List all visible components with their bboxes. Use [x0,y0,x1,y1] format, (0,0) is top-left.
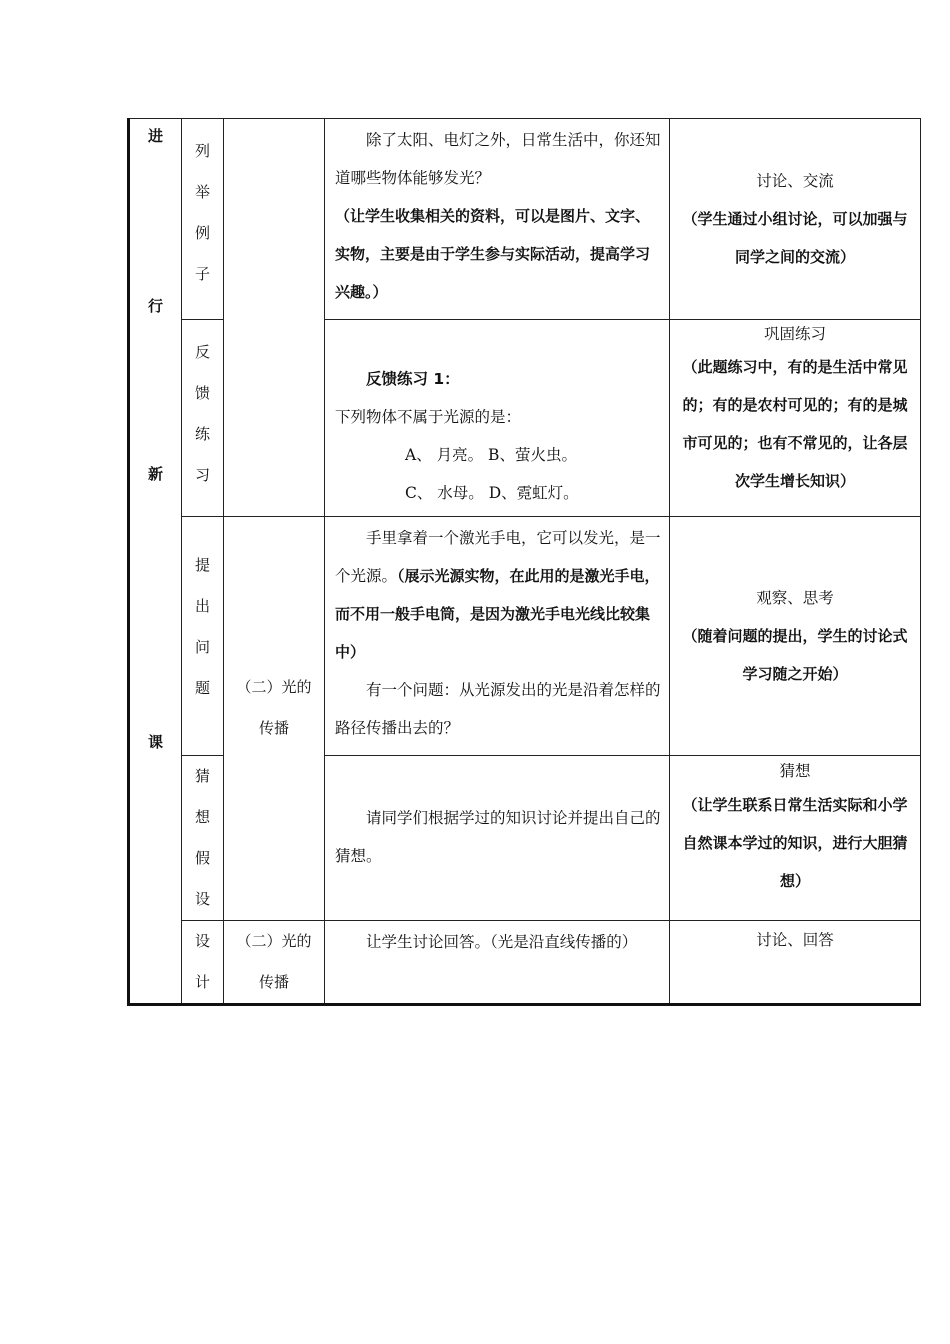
step-char: 设 [194,932,210,950]
step-cell [182,921,224,1005]
content-bold-note: （让学生收集相关的资料，可以是图片、文字、实物，主要是由于学生参与实际活动，提高学习兴趣。） [335,207,651,301]
step-cell [182,756,224,921]
activity-title: 讨论、交流 [756,172,834,190]
content-bold-note: （展示光源实物，在此用的是激光手电，而不用一般手电筒，是因为激光手电光线比较集中） [335,567,660,661]
activity-note: （学生通过小组讨论，可以加强与同学之间的交流） [682,210,908,266]
stage-label: 行 [147,297,163,315]
topic-text: （二）光的传播 [236,678,312,737]
content-text: 除了太阳、电灯之外，日常生活中，你还知道哪些物体能够发光？ [335,131,661,187]
activity-cell [670,119,921,320]
step-char: 问 [194,638,210,656]
exercise-options: A、 月亮。 B、萤火虫。 [405,446,577,464]
step-char: 例 [194,224,210,242]
content-cell [325,320,670,517]
exercise-options: C、 水母。 D、霓虹灯。 [405,484,579,502]
step-char: 猜 [194,767,210,785]
step-char: 习 [194,466,210,484]
step-char: 想 [194,808,210,826]
topic-cell [224,921,325,1005]
activity-cell [670,921,921,1005]
exercise-question: 下列物体不属于光源的是： [335,408,522,426]
topic-text: （二）光的传播 [236,932,312,991]
stage-label: 课 [147,733,163,751]
lesson-plan-table [127,118,921,1006]
stage-label: 进 [147,127,163,145]
activity-title: 讨论、回答 [756,931,834,949]
activity-cell [670,517,921,756]
topic-cell [224,517,325,921]
content-text: 请同学们根据学过的知识讨论并提出自己的猜想。 [335,809,661,865]
step-char: 提 [194,556,210,574]
content-paragraph [335,519,661,671]
step-cell [182,320,224,517]
table-row [129,119,921,320]
content-question: 有一个问题：从光源发出的光是沿着怎样的路径传播出去的？ [335,681,661,737]
content-cell [325,756,670,921]
step-cell [182,517,224,756]
step-char: 反 [194,343,210,361]
step-char: 计 [194,973,210,991]
step-cell [182,119,224,320]
activity-title: 巩固练习 [763,325,826,343]
step-char: 设 [194,890,210,908]
activity-title: 观察、思考 [756,589,834,607]
step-char: 出 [194,597,210,615]
step-char: 子 [194,265,210,283]
activity-cell [670,756,921,921]
table-row [129,517,921,756]
activity-cell [670,320,921,517]
stage-label: 新 [147,465,163,483]
content-cell [325,517,670,756]
content-cell [325,921,670,1005]
stage-column [129,119,182,1005]
content-text: 手里拿着一个激光手电，它可以发光，是一个光源。 [335,529,661,585]
step-char: 假 [194,849,210,867]
topic-cell [224,119,325,517]
step-char: 题 [194,679,210,697]
step-char: 馈 [194,384,210,402]
content-cell [325,119,670,320]
step-char: 练 [194,425,210,443]
step-char: 列 [194,142,210,160]
table-row [129,921,921,1005]
activity-title: 猜想 [779,762,811,780]
exercise-title: 反馈练习 1： [366,370,460,388]
activity-note: （随着问题的提出，学生的讨论式学习随之开始） [682,627,908,683]
activity-note: （此题练习中，有的是生活中常见的；有的是农村可见的；有的是城市可见的；也有不常见的，让各层次学生增长知识） [682,358,908,490]
content-text: 让学生讨论回答。（光是沿直线传播的） [366,933,638,951]
activity-note: （让学生联系日常生活实际和小学自然课本学过的知识，进行大胆猜想） [682,796,908,890]
step-char: 举 [194,183,210,201]
